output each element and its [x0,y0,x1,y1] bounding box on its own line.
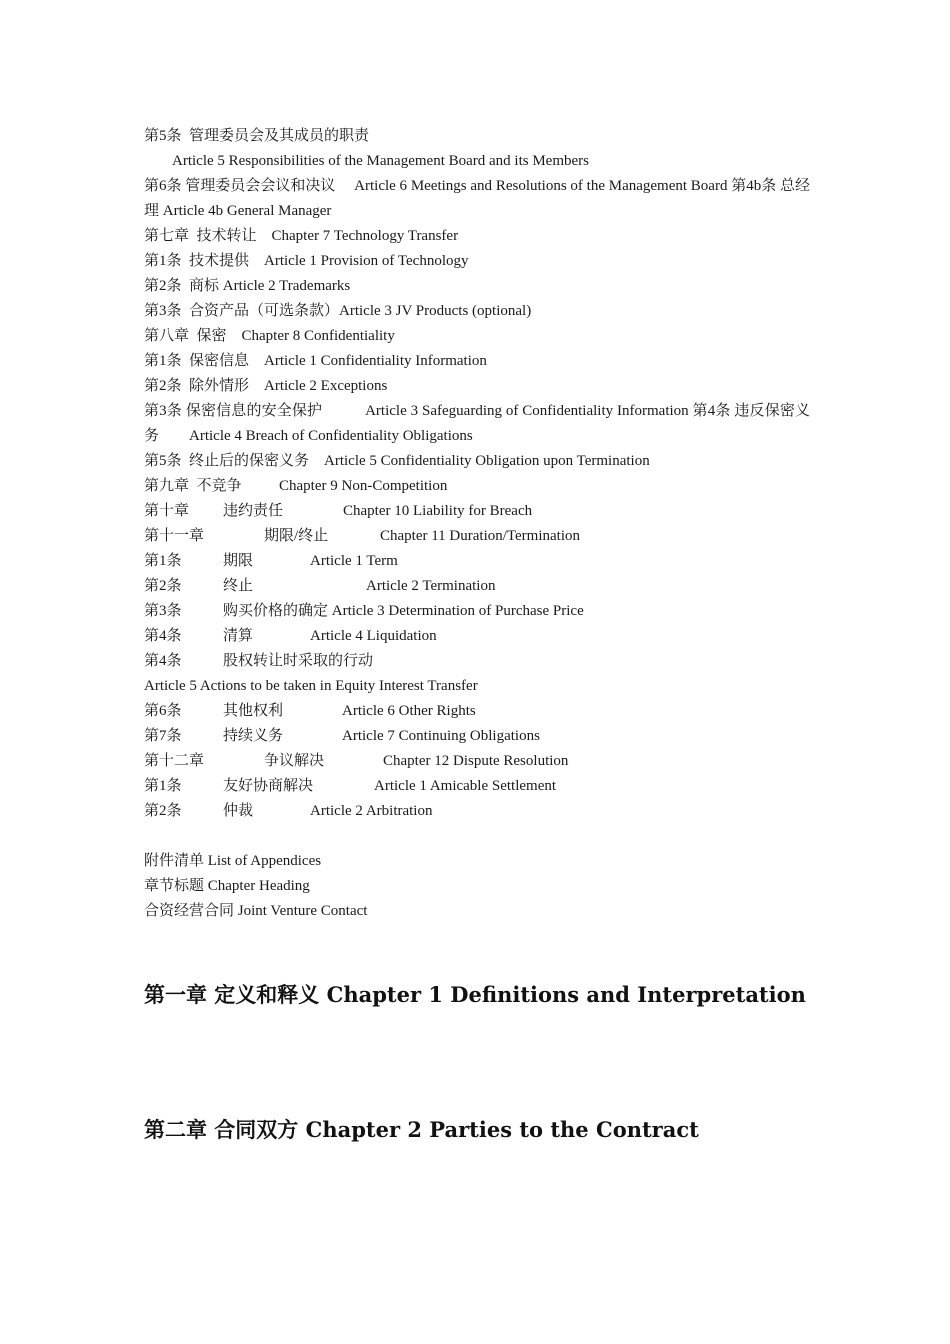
toc-line [144,174,810,224]
toc-text: 其他权利 [223,703,284,719]
toc-text: Article 5 Confidentiality Obligation upon Termination [324,453,650,469]
toc-line [144,499,810,524]
toc-text: 清算 [223,628,254,644]
toc-text: 期限 [223,553,254,569]
appendix-text: 附件清单 List of Appendices [144,853,322,869]
toc-text: 友好协商解决 [223,778,314,794]
toc-text: 仲裁 [223,803,254,819]
toc-line [144,149,810,174]
toc-line [144,224,810,249]
toc-spacer [144,824,810,849]
toc-text: 期限/终止 [264,528,329,544]
toc-line [144,574,810,599]
toc-text: 终止 [223,578,254,594]
toc-line [144,724,810,749]
toc-line [144,349,810,374]
toc-text: Article 2 Termination [366,578,496,594]
toc-text: 第5条 管理委员会及其成员的职责 [144,128,370,144]
toc-text: 第十一章 [144,528,205,544]
toc-text: 第九章 不竞争 [144,478,242,494]
toc-line [144,249,810,274]
toc-text: Chapter 11 Duration/Termination [380,528,581,544]
chapter-2-heading: 第二章 合同双方 Chapter 2 Parties to the Contract [144,1117,699,1142]
toc-text: Article 7 Continuing Obligations [342,728,540,744]
toc-text: Article 6 Other Rights [342,703,476,719]
appendix-text: 章节标题 Chapter Heading [144,878,310,894]
toc-line [144,774,810,799]
toc-line [144,599,810,624]
toc-text: 第6条 [144,703,182,719]
toc-text: 第3条 保密信息的安全保护 [144,403,323,419]
toc-text: 第十章 [144,503,190,519]
toc-text: 第2条 除外情形 [144,378,250,394]
toc-text: 第2条 [144,803,182,819]
toc-text: 第1条 保密信息 [144,353,250,369]
toc-text: Chapter 10 Liability for Breach [343,503,533,519]
toc-text: 第4条 [144,653,182,669]
toc-text: 第4条 [144,628,182,644]
toc-line [144,624,810,649]
toc-text: Article 2 Exceptions [264,378,388,394]
toc-line [144,549,810,574]
toc-text: 第3条 [144,603,182,619]
toc-text: 持续义务 [223,728,284,744]
toc-text: 第七章 技术转让 [144,228,257,244]
toc-line [144,799,810,824]
toc-line [144,649,810,674]
toc-text: 第5条 终止后的保密义务 [144,453,310,469]
toc-line [144,274,810,299]
toc-text: 购买价格的确定 Article 3 Determination of Purchase Price [223,603,584,619]
toc-text: 违约责任 [223,503,284,519]
toc-line [144,324,810,349]
toc-text: Chapter 8 Confidentiality [241,328,395,344]
appendix-line [144,874,810,899]
toc-text: 第2条 商标 Article 2 Trademarks [144,278,351,294]
toc-text: 股权转让时采取的行动 [223,653,374,669]
toc-text: 争议解决 [264,753,325,769]
appendix-text: 合资经营合同 Joint Venture Contact [144,903,368,919]
toc-text: 第7条 [144,728,182,744]
toc-text: 第2条 [144,578,182,594]
toc-line [144,299,810,324]
chapter-1-heading: 第一章 定义和释义 Chapter 1 Definitions and Interpretation [144,982,806,1007]
toc-text: Article 4 Breach of Confidentiality Obligations [189,428,473,444]
toc-line [144,699,810,724]
toc-text: 第3条 合资产品（可选条款）Article 3 JV Products (optional) [144,303,532,319]
toc-text: Article 5 Responsibilities of the Management Board and its Members [172,153,589,169]
toc-text: Article 2 Arbitration [310,803,433,819]
toc-line [144,124,810,149]
toc-text: Article 3 Safeguarding of Confidentiality Information 第4条 违反保密义务 [144,403,810,444]
toc-text: Article 1 Amicable Settlement [374,778,557,794]
toc-line [144,524,810,549]
toc-text: 第1条 技术提供 [144,253,250,269]
toc-line [144,474,810,499]
toc-text: Article 1 Provision of Technology [264,253,469,269]
appendix-line [144,899,810,924]
toc-text: Article 4 Liquidation [310,628,437,644]
toc-line [144,449,810,474]
toc-line [144,374,810,399]
table-of-contents [144,124,810,924]
toc-line [144,399,810,449]
toc-text: Article 5 Actions to be taken in Equity Interest Transfer [144,678,478,694]
toc-text: 第6条 管理委员会会议和决议 [144,178,336,194]
toc-text: 第八章 保密 [144,328,227,344]
appendix-line [144,849,810,874]
toc-text: 第1条 [144,553,182,569]
toc-text: 第十二章 [144,753,205,769]
toc-text: Chapter 9 Non-Competition [279,478,448,494]
toc-text: Article 1 Confidentiality Information [264,353,487,369]
toc-line [144,674,810,699]
toc-text: Chapter 7 Technology Transfer [271,228,459,244]
toc-text: Article 6 Meetings and Resolutions of the Management Board 第4b条 总经理 Article 4b General Manager [144,178,811,219]
toc-line [144,749,810,774]
toc-text: 第1条 [144,778,182,794]
toc-text: Chapter 12 Dispute Resolution [383,753,569,769]
toc-text: Article 1 Term [310,553,398,569]
